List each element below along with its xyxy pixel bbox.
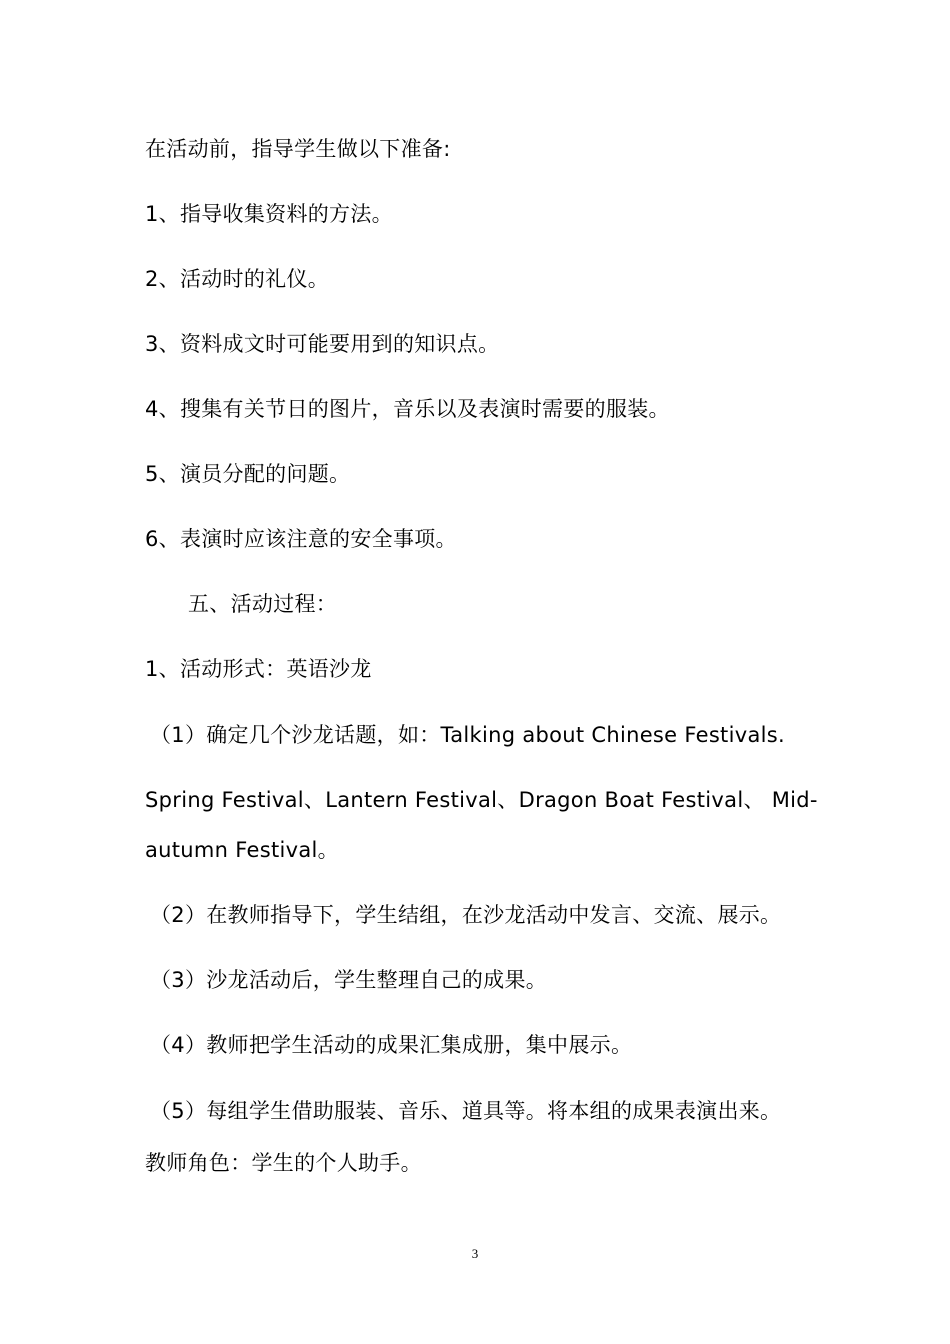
- step-4-line: （4）教师把学生活动的成果汇集成册，集中展示。: [150, 1033, 633, 1057]
- teacher-role-line: 教师角色：学生的个人助手。: [145, 1151, 422, 1175]
- step-3-line: （3）沙龙活动后，学生整理自己的成果。: [150, 968, 548, 992]
- page-number: 3: [471, 1246, 479, 1261]
- intro-line: 在活动前，指导学生做以下准备:: [145, 137, 451, 161]
- prep-item-3: 3、资料成文时可能要用到的知识点。: [145, 332, 500, 356]
- festival-list-continuation: autumn Festival。: [145, 838, 339, 862]
- step-1-line: （1）确定几个沙龙话题，如：Talking about Chinese Festivals.: [150, 723, 785, 747]
- festival-list-line: Spring Festival、Lantern Festival、Dragon Boat Festival、 Mid-: [145, 788, 818, 812]
- prep-item-4: 4、搜集有关节日的图片，音乐以及表演时需要的服装。: [145, 397, 670, 421]
- prep-item-1: 1、指导收集资料的方法。: [145, 202, 393, 226]
- prep-item-6: 6、表演时应该注意的安全事项。: [145, 527, 457, 551]
- step-5-line: （5）每组学生借助服装、音乐、道具等。将本组的成果表演出来。: [150, 1099, 782, 1123]
- activity-form-line: 1、活动形式：英语沙龙: [145, 657, 372, 681]
- prep-item-2: 2、活动时的礼仪。: [145, 267, 330, 291]
- prep-item-5: 5、演员分配的问题。: [145, 462, 351, 486]
- section-heading: 五、活动过程：: [188, 592, 338, 616]
- step-2-line: （2）在教师指导下，学生结组，在沙龙活动中发言、交流、展示。: [150, 903, 782, 927]
